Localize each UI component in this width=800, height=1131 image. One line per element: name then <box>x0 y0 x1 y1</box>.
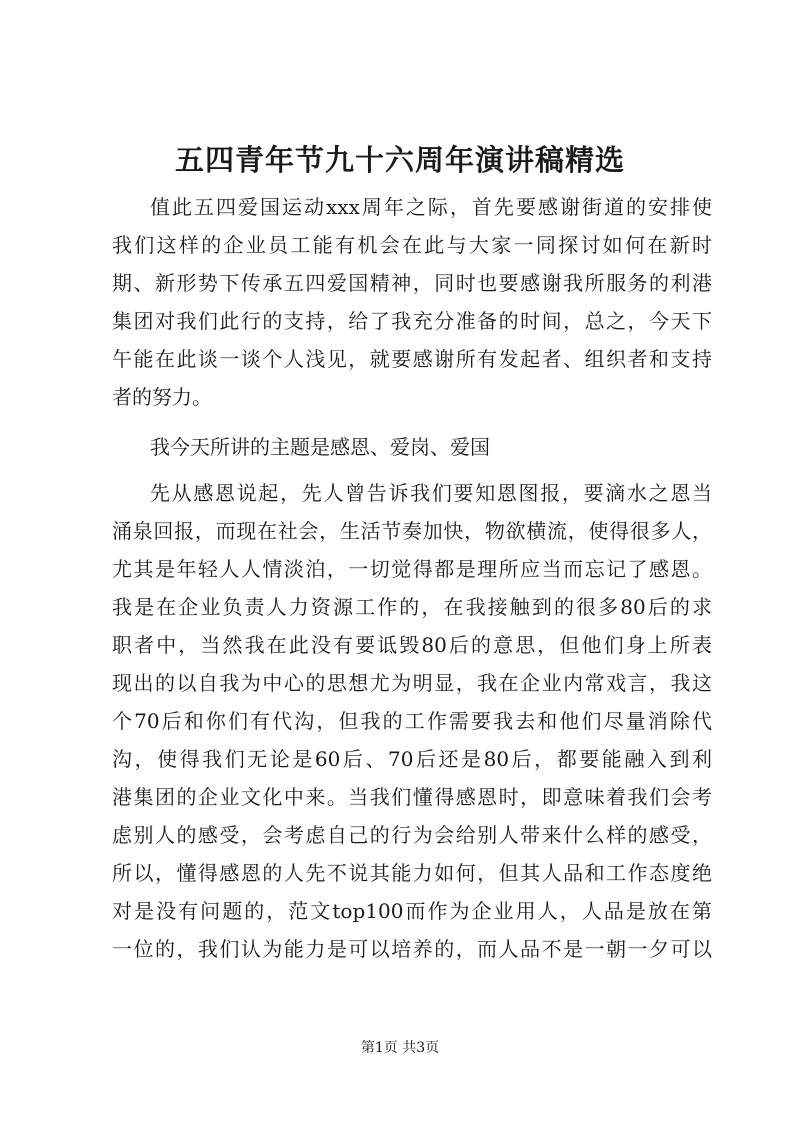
paragraph-line: 我今天所讲的主题是感恩、爱岗、爱国 <box>150 435 490 459</box>
paragraph-line: 先从感恩说起，先人曾告诉我们要知恩图报，要滴水之恩当 <box>150 481 712 505</box>
paragraph-line: 午能在此谈一谈个人浅见，就要感谢所有发起者、组织者和支持 <box>112 347 712 371</box>
paragraph-line: 者的努力。 <box>112 385 212 409</box>
paragraph-line: 期、新形势下传承五四爱国精神，同时也要感谢我所服务的利港 <box>112 271 712 295</box>
paragraph-line: 沟，使得我们无论是60后、70后还是80后，都要能融入到利 <box>112 747 712 771</box>
paragraph-line: 虑别人的感受，会考虑自己的行为会给别人带来什么样的感受， <box>112 823 712 847</box>
paragraph-line: 一位的，我们认为能力是可以培养的，而人品不是一朝一夕可以 <box>112 937 712 961</box>
paragraph-line: 现出的以自我为中心的思想尤为明显，我在企业内常戏言，我这 <box>112 671 712 695</box>
paragraph-line: 港集团的企业文化中来。当我们懂得感恩时，即意味着我们会考 <box>112 785 712 809</box>
document-title: 五四青年节九十六周年演讲稿精选 <box>174 143 625 177</box>
paragraph-line: 我是在企业负责人力资源工作的，在我接触到的很多80后的求 <box>112 595 712 619</box>
paragraph-line: 尤其是年轻人人情淡泊，一切觉得都是理所应当而忘记了感恩。 <box>112 557 712 581</box>
paragraph-line: 个70后和你们有代沟，但我的工作需要我去和他们尽量消除代 <box>112 709 712 733</box>
paragraph-line: 值此五四爱国运动xxx周年之际，首先要感谢街道的安排使 <box>150 195 712 219</box>
paragraph-line: 对是没有问题的，范文top100而作为企业用人，人品是放在第 <box>112 899 712 923</box>
paragraph-line: 集团对我们此行的支持，给了我充分准备的时间，总之，今天下 <box>112 309 712 333</box>
paragraph-line: 所以，懂得感恩的人先不说其能力如何，但其人品和工作态度绝 <box>112 861 712 885</box>
paragraph-line: 涌泉回报，而现在社会，生活节奏加快，物欲横流，使得很多人， <box>112 519 712 543</box>
paragraph-line: 职者中，当然我在此没有要诋毁80后的意思，但他们身上所表 <box>112 633 712 657</box>
page-number-footer: 第1页 共3页 <box>360 1040 440 1056</box>
paragraph-line: 我们这样的企业员工能有机会在此与大家一同探讨如何在新时 <box>112 233 712 257</box>
